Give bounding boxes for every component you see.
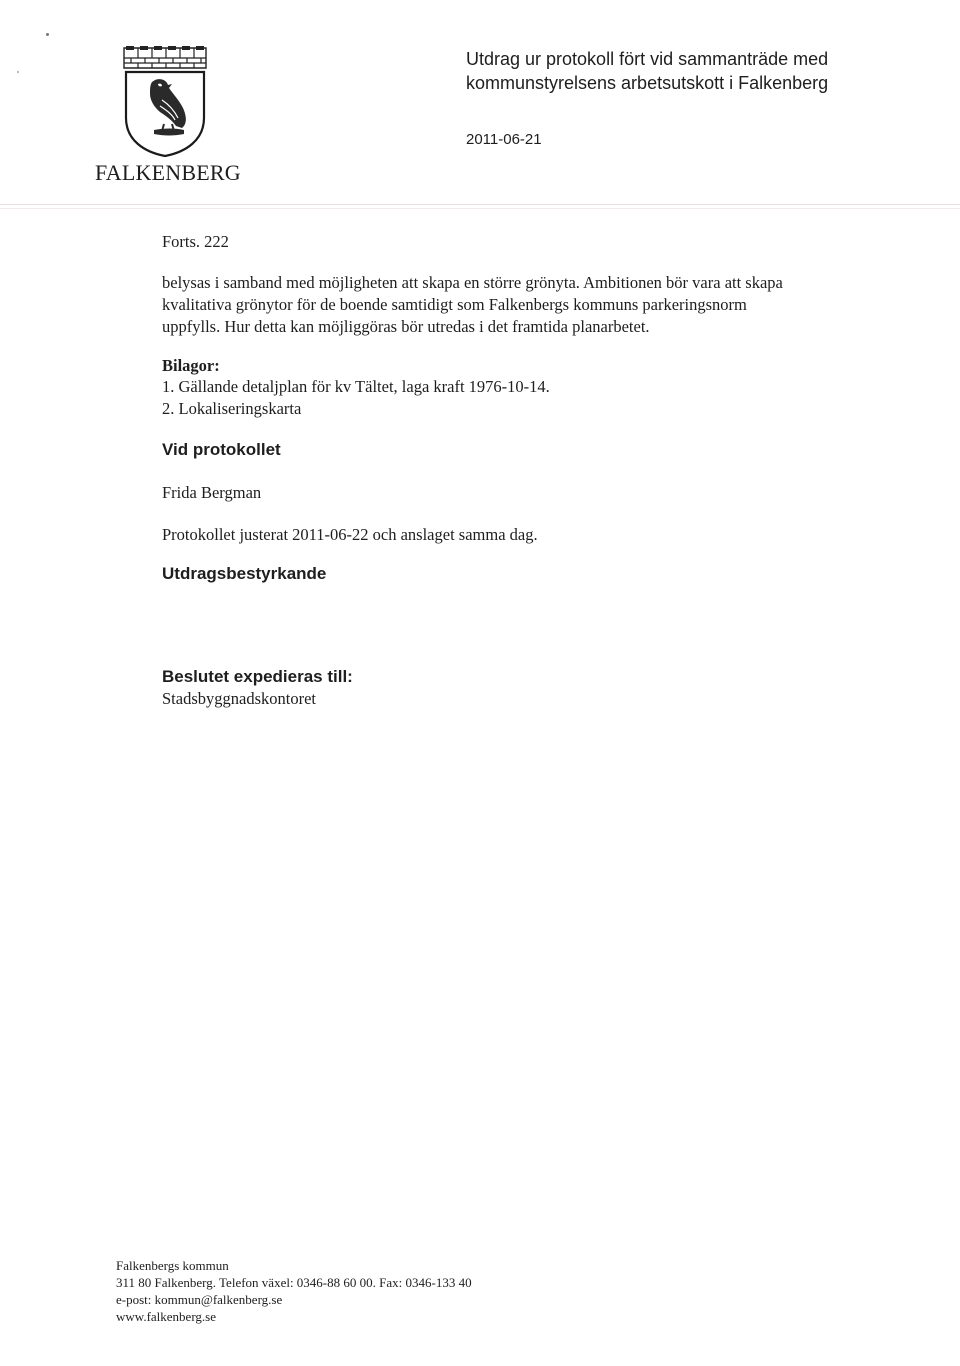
- certification-heading: Utdragsbestyrkande: [162, 564, 327, 583]
- minutes-heading: Vid protokollet: [162, 440, 281, 459]
- falkenberg-coat-of-arms: [118, 44, 212, 158]
- scan-speck: [46, 33, 49, 36]
- secretary-name: Frida Bergman: [162, 483, 262, 502]
- dispatch-recipient: Stadsbyggnadskontoret: [162, 689, 316, 708]
- continuation-label: Forts. 222: [162, 232, 229, 251]
- attachments-list: [162, 376, 852, 420]
- meeting-date: 2011-06-21: [466, 131, 542, 148]
- header-divider: [0, 204, 960, 205]
- footer-line: e-post: kommun@falkenberg.se: [116, 1292, 283, 1307]
- footer-line: 311 80 Falkenberg. Telefon växel: 0346-88 60 00. Fax: 0346-133 40: [116, 1275, 472, 1290]
- document-title: [466, 47, 906, 95]
- scan-speck: [17, 71, 19, 73]
- attachment-item: 2. Lokaliseringskarta: [162, 399, 302, 418]
- footer-contact: [116, 1257, 472, 1325]
- footer-line: Falkenbergs kommun: [116, 1258, 229, 1273]
- paragraph-line: kvalitativa grönytor för de boende samtidigt som Falkenbergs kommuns parkeringsnorm: [162, 295, 747, 314]
- paragraph-line: uppfylls. Hur detta kan möjliggöras bör utredas i det framtida planarbetet.: [162, 317, 650, 336]
- header-divider: [0, 208, 960, 209]
- footer-line: www.falkenberg.se: [116, 1309, 216, 1324]
- adjusted-note: Protokollet justerat 2011-06-22 och anslaget samma dag.: [162, 525, 538, 544]
- document-title-line: kommunstyrelsens arbetsutskott i Falkenberg: [466, 73, 829, 93]
- decision-paragraph: [162, 272, 852, 338]
- paragraph-line: belysas i samband med möjligheten att skapa en större grönyta. Ambitionen bör vara att skapa: [162, 273, 783, 292]
- coat-of-arms-icon: [118, 44, 212, 158]
- document-title-line: Utdrag ur protokoll fört vid sammanträde med: [466, 49, 829, 69]
- dispatch-heading: Beslutet expedieras till:: [162, 667, 353, 686]
- attachment-item: 1. Gällande detaljplan för kv Tältet, laga kraft 1976-10-14.: [162, 377, 550, 396]
- organization-name: FALKENBERG: [95, 160, 241, 185]
- attachments-heading: Bilagor:: [162, 356, 220, 375]
